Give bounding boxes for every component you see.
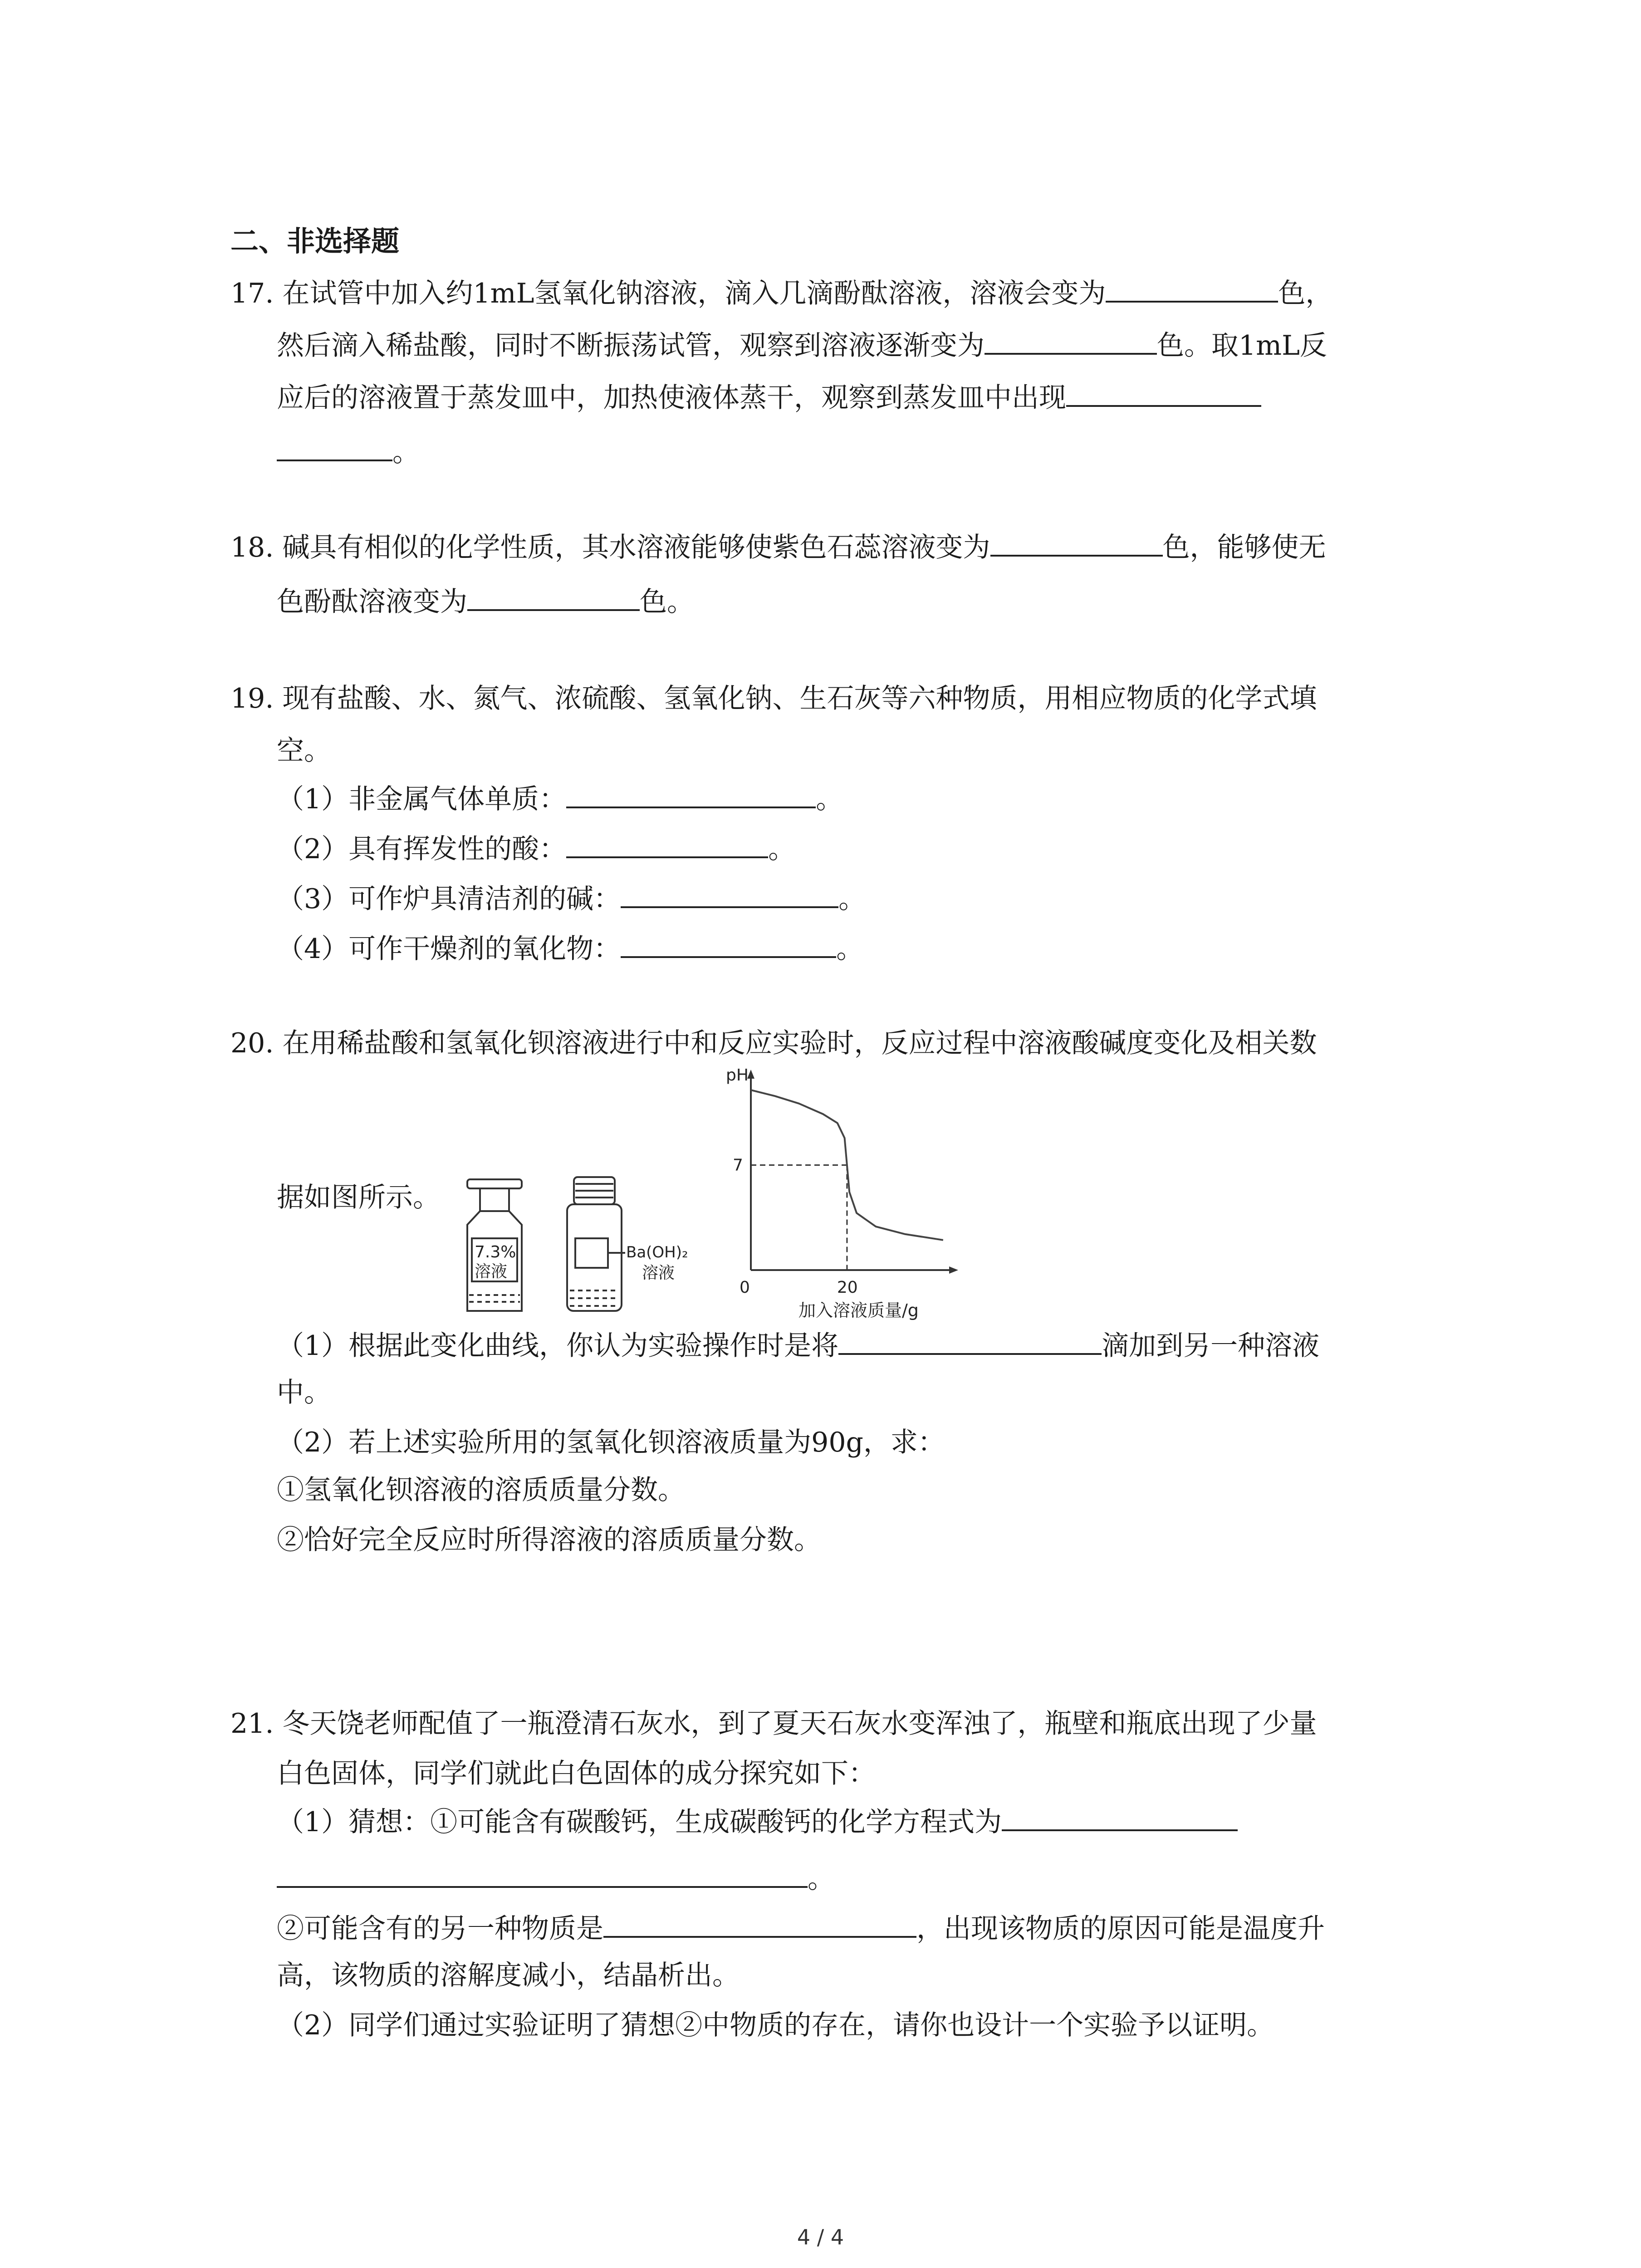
y-axis-label: pH <box>726 1066 749 1085</box>
origin-label: 0 <box>740 1278 750 1297</box>
section-title: 二、非选择题 <box>230 225 400 258</box>
q21-blank-1a[interactable] <box>1002 1803 1238 1831</box>
q19-item-4: （4）可作干燥剂的氧化物： 。 <box>277 930 863 967</box>
q21-line-7: （2）同学们通过实验证明了猜想②中物质的存在，请你也设计一个实验予以证明。 <box>277 2009 1274 2041</box>
q20-part-2-item-2: ②恰好完全反应时所得溶液的溶质质量分数。 <box>277 1524 821 1556</box>
q17-line-3: 应后的溶液置于蒸发皿中，加热使液体蒸干，观察到蒸发皿中出现 <box>277 379 1261 416</box>
y-tick-label: 7 <box>733 1156 743 1175</box>
q21-number: 21. <box>230 1708 274 1740</box>
bottle1-label-1: 7.3% <box>475 1243 516 1261</box>
q21-blank-1b[interactable] <box>277 1860 808 1888</box>
ph-chart <box>721 1061 985 1320</box>
q19-blank-3[interactable] <box>621 880 838 908</box>
q20-part-1: （1）根据此变化曲线，你认为实验操作时是将 滴加到另一种溶液 <box>277 1327 1319 1364</box>
q20-line-1: 20. 在用稀盐酸和氢氧化钡溶液进行中和反应实验时，反应过程中溶液酸碱度变化及相关数 <box>230 1027 1317 1059</box>
q17-blank-1[interactable] <box>1106 274 1278 303</box>
baoh2-bottle <box>567 1177 625 1311</box>
q21-line-6: 高，该物质的溶解度减小，结晶析出。 <box>277 1960 740 1991</box>
q20-part-2-item-1: ①氢氧化钡溶液的溶质质量分数。 <box>277 1474 685 1506</box>
q20-part-1-cont: 中。 <box>277 1377 331 1408</box>
q21-line-4: 。 <box>277 1860 835 1897</box>
x-axis-arrow <box>949 1266 958 1274</box>
x-tick-label: 20 <box>837 1278 858 1297</box>
q17-blank-3a[interactable] <box>1066 379 1261 407</box>
q17-line-2: 然后滴入稀盐酸，同时不断振荡试管，观察到溶液逐渐变为 色。取1mL反 <box>277 327 1327 364</box>
bottle2-label-1: Ba(OH)₂ <box>626 1243 688 1261</box>
q18-blank-2[interactable] <box>467 583 640 611</box>
q20-blank-1[interactable] <box>838 1327 1102 1355</box>
q19-item-3: （3）可作炉具清洁剂的碱： 。 <box>277 880 866 917</box>
q18-number: 18. <box>230 532 274 563</box>
q21-line-1: 21. 冬天饶老师配值了一瓶澄清石灰水，到了夏天石灰水变浑浊了，瓶壁和瓶底出现了少量 <box>230 1708 1317 1740</box>
x-axis-label: 加入溶液质量/g <box>798 1300 919 1320</box>
q17-number: 17. <box>230 278 274 309</box>
q18-line-1: 18. 碱具有相似的化学性质，其水溶液能够使紫色石蕊溶液变为 色，能够使无 <box>230 528 1326 566</box>
q20-line-2: 据如图所示。 <box>277 1182 440 1213</box>
q19-item-2: （2）具有挥发性的酸： 。 <box>277 830 795 867</box>
bottle1-label-2: 溶液 <box>475 1262 508 1281</box>
q17-line-4: 。 <box>277 433 420 470</box>
q21-line-3: （1）猜想：①可能含有碳酸钙，生成碳酸钙的化学方程式为 <box>277 1803 1238 1840</box>
q21-line-2: 白色固体，同学们就此白色固体的成分探究如下： <box>277 1758 876 1789</box>
q19-blank-2[interactable] <box>566 830 768 858</box>
q17-line-1: 17. 在试管中加入约1mL氢氧化钠溶液，滴入几滴酚酞溶液，溶液会变为 色， <box>230 274 1332 312</box>
q18-line-2: 色酚酞溶液变为 色。 <box>277 583 694 620</box>
q19-line-2: 空。 <box>277 735 331 767</box>
bottle2-label-2: 溶液 <box>642 1264 675 1282</box>
q20-number: 20. <box>230 1027 274 1059</box>
q17-blank-2[interactable] <box>985 327 1157 355</box>
q20-part-2: （2）若上述实验所用的氢氧化钡溶液质量为90g，求： <box>277 1427 945 1458</box>
q17-blank-3b[interactable] <box>277 433 392 461</box>
q21-blank-2[interactable] <box>603 1910 916 1938</box>
q18-blank-1[interactable] <box>990 528 1163 557</box>
q19-number: 19. <box>230 683 274 714</box>
q19-line-1: 19. 现有盐酸、水、氮气、浓硫酸、氢氧化钠、生石灰等六种物质，用相应物质的化学式填 <box>230 683 1317 714</box>
q19-blank-1[interactable] <box>566 780 816 808</box>
page-number: 4 / 4 <box>797 2225 844 2249</box>
q19-item-1: （1）非金属气体单质： 。 <box>277 780 843 817</box>
bottles-figure <box>458 1175 703 1325</box>
q21-line-5: ②可能含有的另一种物质是 ，出现该物质的原因可能是温度升 <box>277 1910 1325 1947</box>
q19-blank-4[interactable] <box>621 930 836 958</box>
